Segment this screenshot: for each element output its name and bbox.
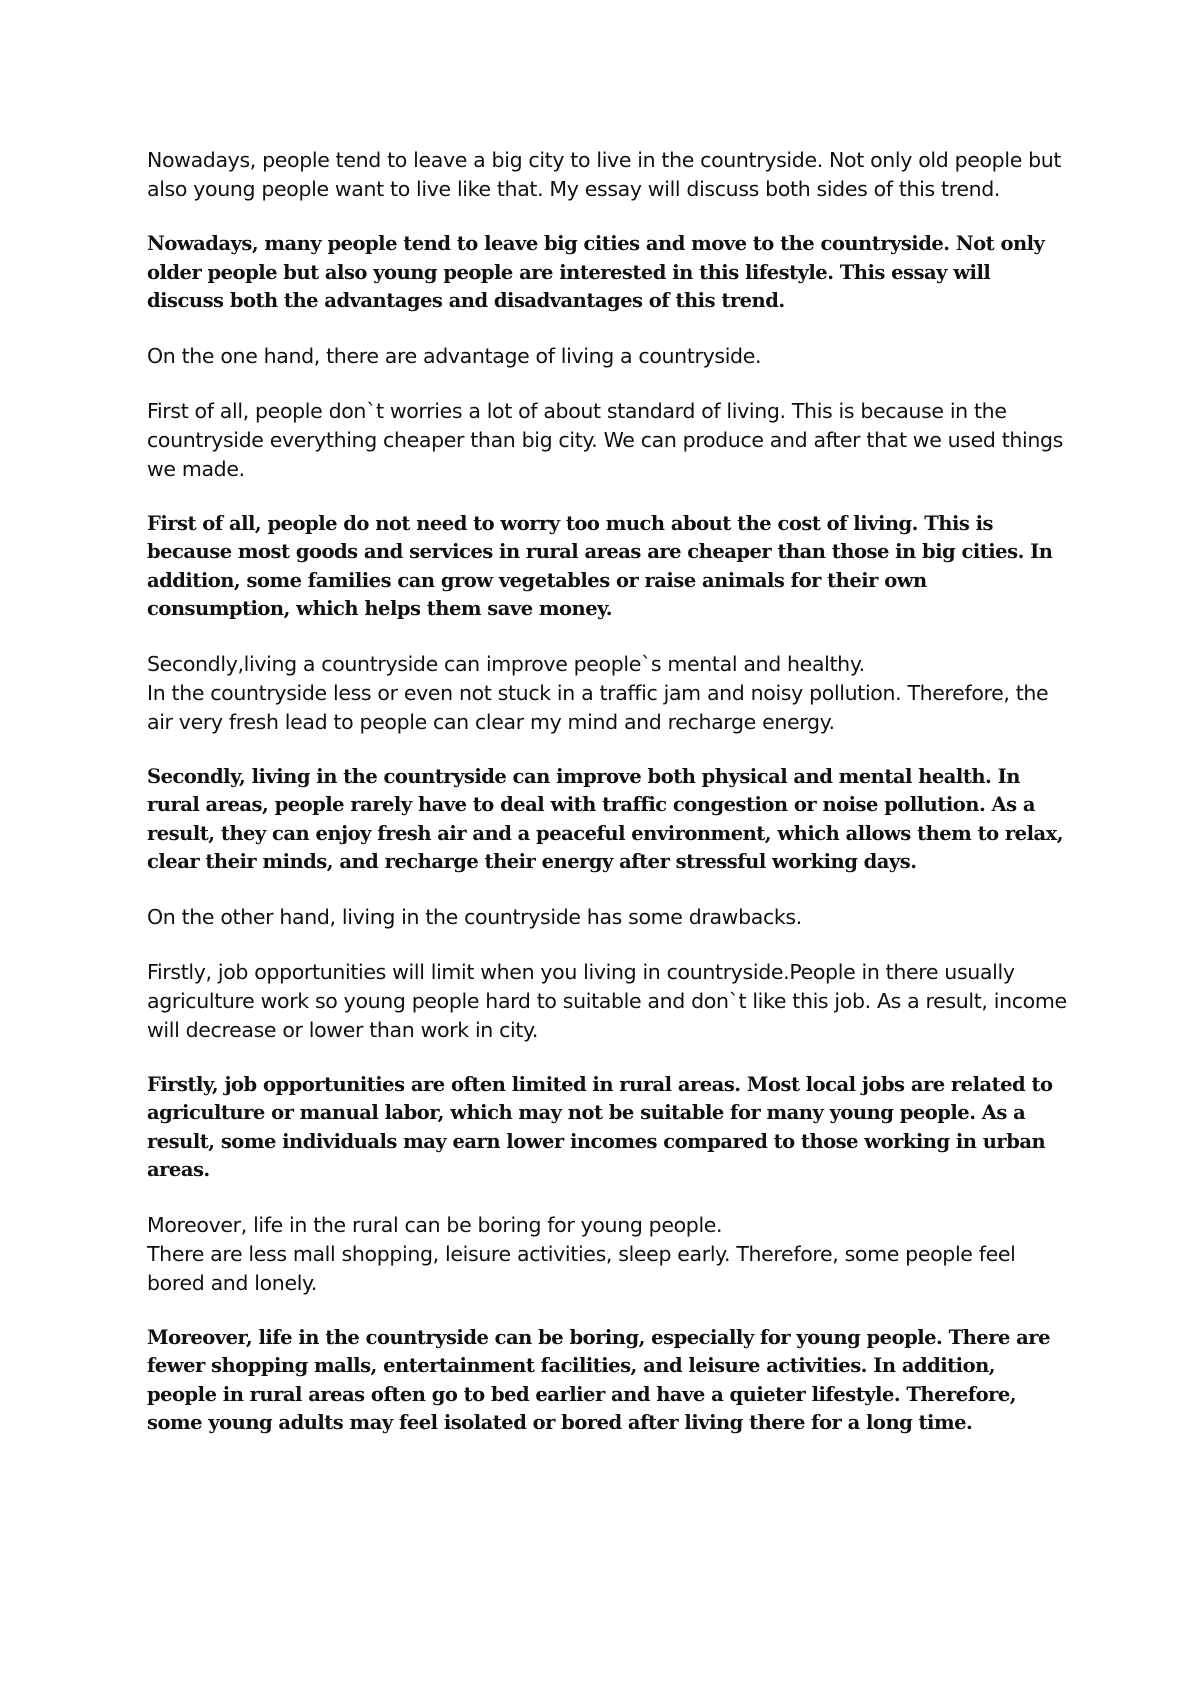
paragraph-intro-draft: Nowadays, people tend to leave a big city to live in the countryside. Not only old people but also young people want to live like that. My essay will discuss both sides of this trend. xyxy=(147,148,1062,201)
paragraph-jobs-revised: Firstly, job opportunities are often limited in rural areas. Most local jobs are related to agriculture or manual labor, which may not be suitable for many young people. As a result, some individuals may earn lower incomes compared to those working in urban areas. xyxy=(147,1072,1053,1181)
paragraph-drawbacks-heading: On the other hand, living in the countryside has some drawbacks. xyxy=(147,904,802,929)
paragraph-health-revised: Secondly, living in the countryside can improve both physical and mental health. In rural areas, people rarely have to deal with traffic congestion or noise pollution. As a result, they can enjoy fresh air and a peaceful environment, which allows them to relax, clear their minds, and recharge their energy after stressful working days. xyxy=(147,764,1064,873)
paragraph-advantages-heading: On the one hand, there are advantage of living a countryside. xyxy=(147,343,762,368)
paragraph-health-draft: Secondly,living a countryside can improve people`s mental and healthy. In the countryside less or even not stuck in a traffic jam and noisy pollution. Therefore, the air very fresh lead to people can clear my mind and recharge energy. xyxy=(147,651,1049,734)
paragraph-cost-of-living-revised: First of all, people do not need to worry too much about the cost of living. This is because most goods and services in rural areas are cheaper than those in big cities. In addition, some families can grow vegetables or raise animals for their own consumption, which helps them save money. xyxy=(147,511,1053,620)
paragraph-intro-revised: Nowadays, many people tend to leave big cities and move to the countryside. Not only older people but also young people are interested in this lifestyle. This essay will discuss both the advantages and disadvantages of this trend. xyxy=(147,232,1045,312)
paragraph-jobs-draft: Firstly, job opportunities will limit when you living in countryside.People in there usually agriculture work so young people hard to suitable and don`t like this job. As a result, income will decrease or lower than work in city. xyxy=(147,959,1067,1042)
paragraph-boredom-draft: Moreover, life in the rural can be boring for young people. There are less mall shopping, leisure activities, sleep early. Therefore, some people feel bored and lonely. xyxy=(147,1212,1016,1295)
paragraph-cost-of-living-draft: First of all, people don`t worries a lot of about standard of living. This is because in the countryside everything cheaper than big city. We can produce and after that we used things we made. xyxy=(147,398,1064,481)
essay-body xyxy=(147,146,1067,1464)
paragraph-boredom-revised: Moreover, life in the countryside can be boring, especially for young people. There are fewer shopping malls, entertainment facilities, and leisure activities. In addition, people in rural areas often go to bed earlier and have a quieter lifestyle. Therefore, some young adults may feel isolated or bored after living there for a long time. xyxy=(147,1325,1050,1434)
